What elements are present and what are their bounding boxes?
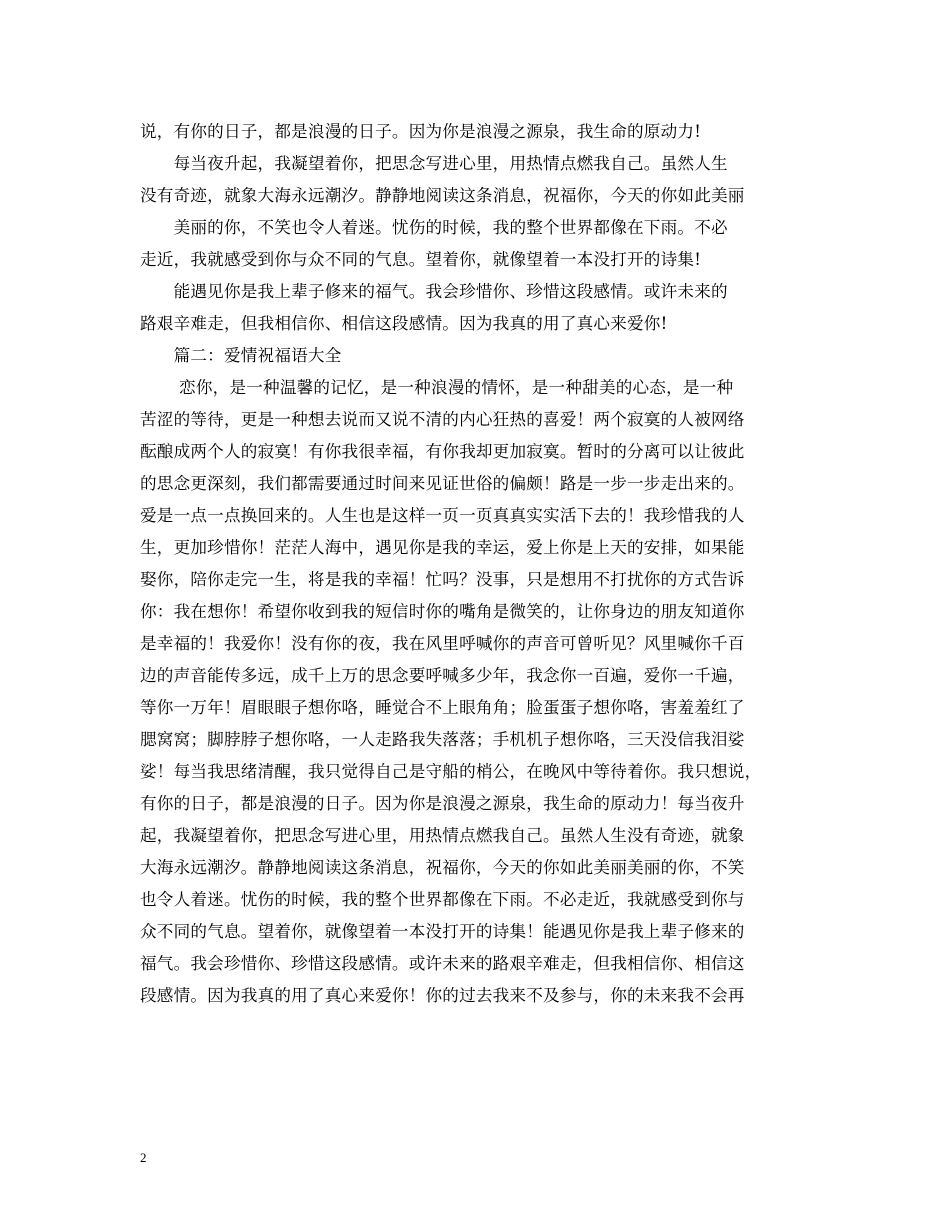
document-body: [140, 116, 830, 1012]
text-line: 说，有你的日子，都是浪漫的日子。因为你是浪漫之源泉，我生命的原动力!: [140, 122, 702, 141]
text-line: 娑！每当我思绪清醒，我只觉得自己是守船的梢公，在晚风中等待着你。我只想说，: [140, 762, 762, 781]
text-line: 苦涩的等待，更是一种想去说而又说不清的内心狂热的喜爱！两个寂寞的人被网络: [140, 410, 745, 429]
text-line: 路艰辛难走，但我相信你、相信这段感情。因为我真的用了真心来爱你!: [140, 314, 668, 333]
text-line: 美丽的你，不笑也令人着迷。忧伤的时候，我的整个世界都像在下雨。不必: [140, 218, 728, 237]
text-line: 是幸福的！我爱你！没有你的夜，我在风里呼喊你的声音可曾听见？风里喊你千百: [140, 634, 745, 653]
text-line: 腮窝窝；脚脖脖子想你咯，一人走路我失落落；手机机子想你咯，三天没信我泪娑: [140, 730, 745, 749]
text-line: 你：我在想你！希望你收到我的短信时你的嘴角是微笑的，让你身边的朋友知道你: [140, 602, 745, 621]
text-line: 也令人着迷。忧伤的时候，我的整个世界都像在下雨。不必走近，我就感受到你与: [140, 890, 745, 909]
text-line: 等你一万年！眉眼眼子想你咯，睡觉合不上眼角角；脸蛋蛋子想你咯，害羞羞红了: [140, 698, 745, 717]
text-line: 有你的日子，都是浪漫的日子。因为你是浪漫之源泉，我生命的原动力！每当夜升: [140, 794, 745, 813]
page-number: 2: [140, 1150, 147, 1165]
text-line: 每当夜升起，我凝望着你，把思念写进心里，用热情点燃我自己。虽然人生: [140, 154, 728, 173]
text-line: 能遇见你是我上辈子修来的福气。我会珍惜你、珍惜这段感情。或许未来的: [140, 282, 728, 301]
text-line: 的思念更深刻，我们都需要通过时间来见证世俗的偏颇！路是一步一步走出来的。: [140, 474, 745, 493]
text-line: 大海永远潮汐。静静地阅读这条消息，祝福你，今天的你如此美丽美丽的你，不笑: [140, 858, 745, 877]
text-line: 爱是一点一点换回来的。人生也是这样一页一页真真实实活下去的！我珍惜我的人: [140, 506, 745, 525]
text-line: 没有奇迹，就象大海永远潮汐。静静地阅读这条消息，祝福你，今天的你如此美丽: [140, 186, 745, 205]
text-line: 段感情。因为我真的用了真心来爱你！你的过去我来不及参与，你的未来我不会再: [140, 986, 745, 1005]
text-line: 篇二：爱情祝福语大全: [140, 346, 342, 365]
text-line: 走近，我就感受到你与众不同的气息。望着你，就像望着一本没打开的诗集!: [140, 250, 702, 269]
text-line: 恋你，是一种温馨的记忆，是一种浪漫的情怀，是一种甜美的心态，是一种: [140, 378, 734, 397]
text-line: 娶你，陪你走完一生，将是我的幸福！忙吗？没事，只是想用不打扰你的方式告诉: [140, 570, 745, 589]
text-line: 生，更加珍惜你！茫茫人海中，遇见你是我的幸运，爱上你是上天的安排，如果能: [140, 538, 745, 557]
text-line: 福气。我会珍惜你、珍惜这段感情。或许未来的路艰辛难走，但我相信你、相信这: [140, 954, 745, 973]
text-line: 酝酿成两个人的寂寞！有你我很幸福，有你我却更加寂寞。暂时的分离可以让彼此: [140, 442, 745, 461]
text-line: 众不同的气息。望着你，就像望着一本没打开的诗集！能遇见你是我上辈子修来的: [140, 922, 745, 941]
text-line: 边的声音能传多远，成千上万的思念要呼喊多少年，我念你一百遍，爱你一千遍，: [140, 666, 745, 685]
text-line: 起，我凝望着你，把思念写进心里，用热情点燃我自己。虽然人生没有奇迹，就象: [140, 826, 745, 845]
